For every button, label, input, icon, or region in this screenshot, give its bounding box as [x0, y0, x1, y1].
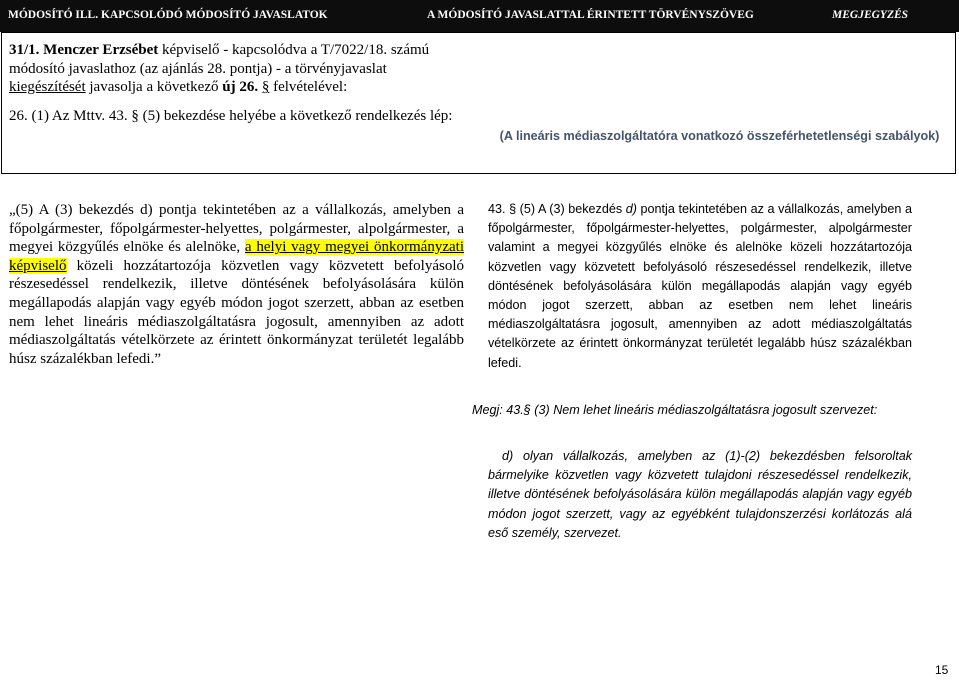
proposed-text-part-1: „(5) A (3) bekezdés d) pontja tekintetében az a vállalkozás, amelyben a főpolgármester, főpolgármester-helyettes, polgármester, alpolgármester, a megyei közgyűlés elnöke és alelnöke,: [9, 202, 464, 256]
header-col-notes: MEGJEGYZÉS: [832, 9, 909, 21]
table-border-right: [955, 32, 956, 174]
note-heading: [472, 401, 912, 420]
amendment-underlined-word: kiegészítését: [9, 79, 86, 96]
note-item-d: [488, 447, 912, 543]
amendment-text-2: javasolja a következő: [85, 79, 223, 96]
proposed-text: [9, 201, 464, 368]
amendment-text-1: képviselő - kapcsolódva a T/7022/18. számú módosító javaslathoz (az ajánlás 28. pontja) - a törvényjavaslat: [9, 42, 430, 77]
table-header: [0, 0, 959, 32]
amendment-new-section: új 26.: [222, 79, 262, 96]
header-col-law-text: A MÓDOSÍTÓ JAVASLATTAL ÉRINTETT TÖRVÉNYSZÖVEG: [427, 9, 754, 21]
amendment-paragraph-2: 26. (1) Az Mttv. 43. § (5) bekezdése helyébe a következő rendelkezés lép:: [9, 107, 453, 124]
amendment-author: 31/1. Menczer Erzsébet: [9, 42, 159, 58]
law-text-rest: pontja tekintetében az a vállalkozás, amelyben a főpolgármester, főpolgármester-helyettes, polgármester, alpolgármester valamint a megyei közgyűlés elnöke és alelnöke közeli hozzátartozója közvetlen vagy közvetett befolyásoló részesedéssel rendelkezik, illetve döntésének befolyásolására külön megállapodás alapján vagy egyéb módon jogot szerzett, abban az esetben nem lehet lineáris médiaszolgáltatásra jogosult, amennyiben az adott médiaszolgáltatás vételkörzete az érintett önkormányzat területét legalább húsz százalékban lefedi.: [488, 202, 913, 370]
header-col-amendments: MÓDOSÍTÓ ILL. KAPCSOLÓDÓ MÓDOSÍTÓ JAVASLATOK: [8, 9, 328, 21]
proposed-text-part-2: közeli hozzátartozója közvetlen vagy közvetett befolyásoló részesedéssel rendelkezik, illetve döntésének befolyásolására külön megállapodás alapján vagy egyéb módon jogot szerzett, abban az esetben nem lehet lineáris médiaszolgáltatásra jogosult, amennyiben az adott médiaszolgáltatás vételkörzete az érintett önkormányzat területét legalább húsz százalékban lefedi.”: [9, 257, 464, 367]
table-border-top: [1, 32, 956, 33]
note-text: 43.§ (3) Nem lehet lineáris médiaszolgáltatásra jogosult szervezet:: [502, 403, 878, 417]
proposed-text-highlight: a helyi vagy megyei önkormányzati képviselő: [9, 239, 464, 274]
amendment-text-3: felvételével:: [269, 79, 348, 96]
amendment-section-sign: §: [261, 79, 270, 96]
law-text-italic-d: d): [625, 202, 637, 216]
amendment-intro: [9, 41, 464, 125]
table-border-bottom: [1, 173, 956, 174]
table-border-left: [1, 32, 2, 174]
note-label: Megj:: [472, 403, 503, 417]
law-text: [488, 200, 912, 373]
section-heading: (A lineáris médiaszolgáltatóra vonatkozó összeférhetetlenségi szabályok): [499, 129, 940, 143]
note-item-d-text: d) olyan vállalkozás, amelyben az (1)-(2) bekezdésben felsoroltak bármelyike közvetlen vagy közvetett tulajdoni részesedéssel rendelkezik, illetve döntésének befolyásolására külön megállapodás alapján vagy egyéb módon jogot szerzett, vagy az egyébként tulajdonszerzési korlátozás alá eső személy, szervezet.: [488, 449, 912, 540]
law-text-start: 43. § (5) A (3) bekezdés: [488, 202, 626, 216]
page-number: 15: [935, 663, 949, 677]
note-heading-line: [472, 401, 912, 420]
amendment-paragraph: [9, 41, 464, 97]
